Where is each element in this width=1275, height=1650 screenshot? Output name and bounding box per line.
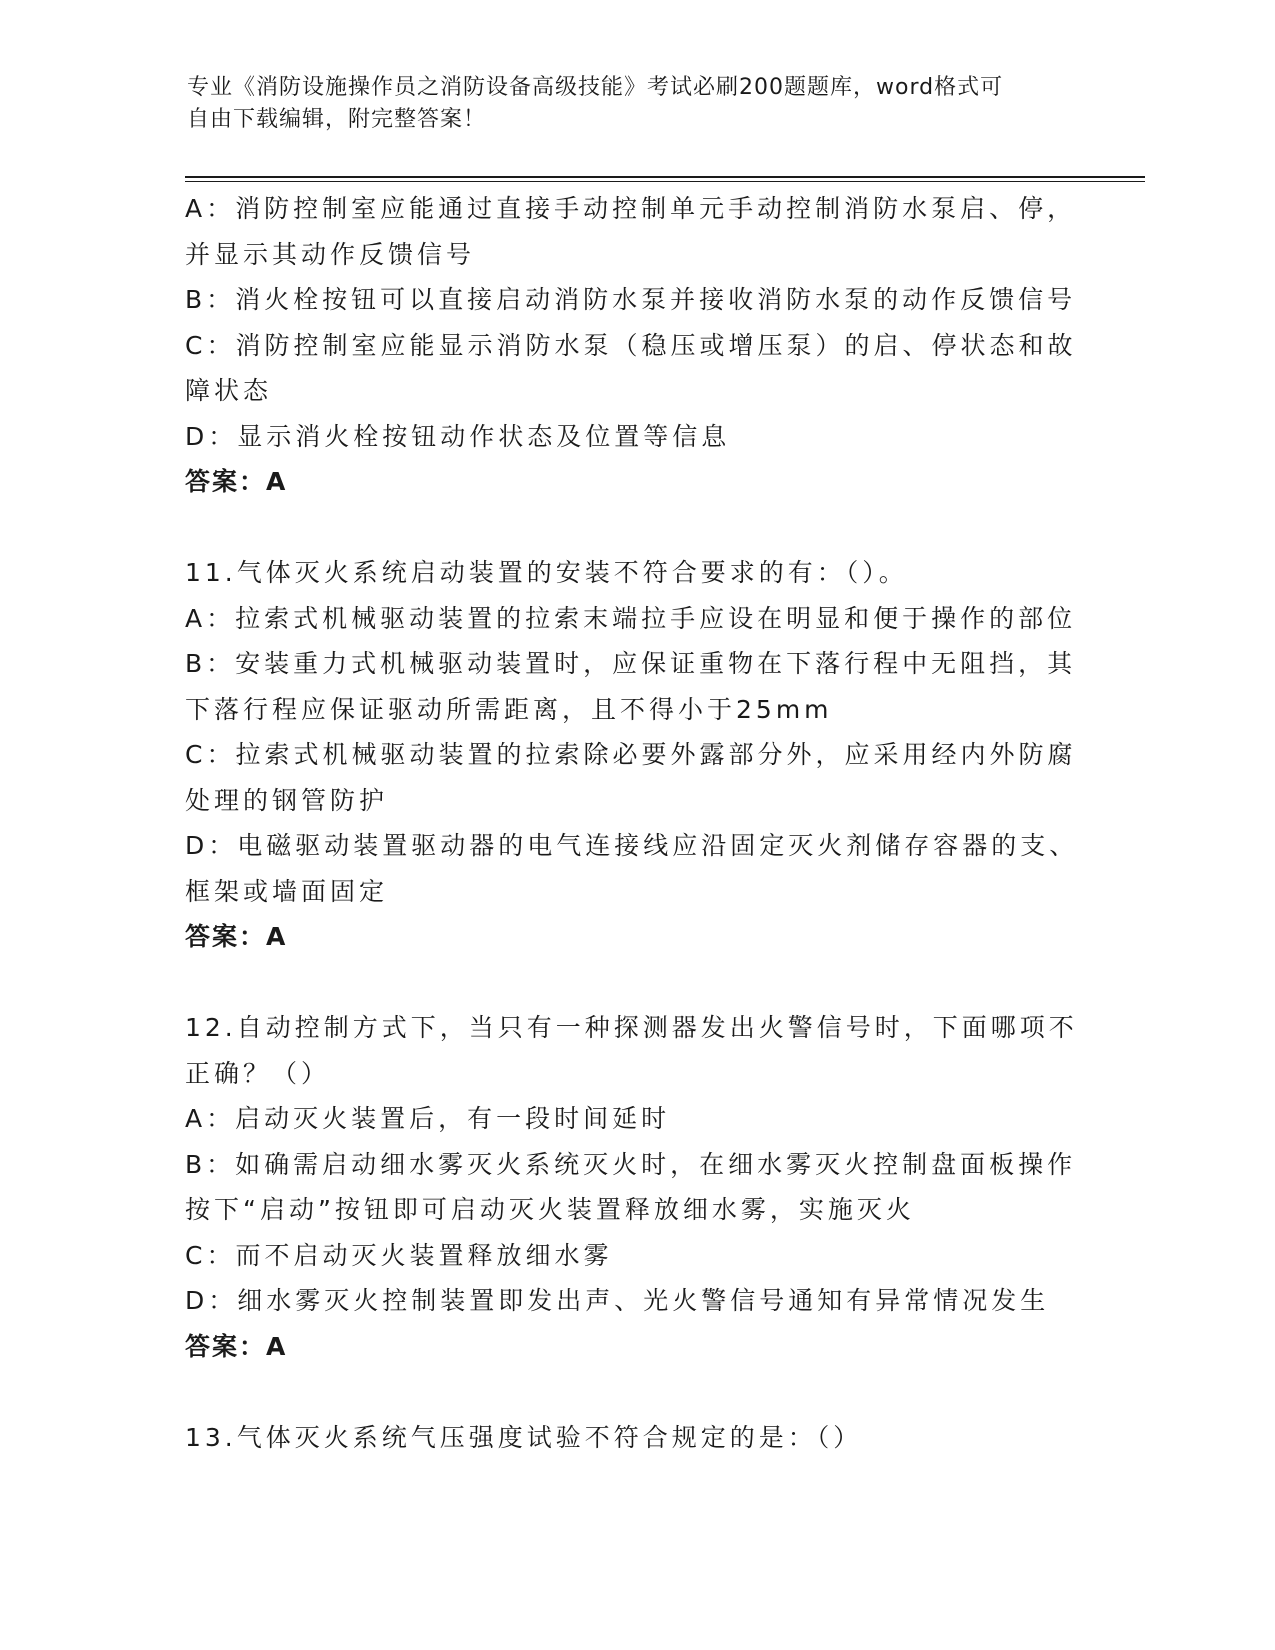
question-11-block: [185, 550, 1085, 960]
option-b-line-2: 下落行程应保证驱动所需距离，且不得小于25mm: [185, 694, 833, 724]
option-c-line-1: C：消防控制室应能显示消防水泵（稳压或增压泵）的启、停状态和故: [185, 330, 1077, 360]
question-13-block: [185, 1415, 1085, 1461]
option-a: A：启动灭火装置后，有一段时间延时: [185, 1104, 671, 1133]
spacer: [185, 960, 1085, 1006]
option-d: D：显示消火栓按钮动作状态及位置等信息: [185, 421, 731, 451]
question-10-block: [185, 186, 1085, 505]
option-b: B：消火栓按钮可以直接启动消防水泵并接收消防水泵的动作反馈信号: [185, 285, 1077, 314]
answer: 答案：A: [185, 1331, 288, 1361]
spacer: [185, 1369, 1085, 1415]
spacer: [185, 505, 1085, 551]
header-rule-thick: [185, 176, 1145, 178]
question-12-block: [185, 1005, 1085, 1369]
option-c-line-2: 障状态: [185, 376, 273, 405]
option-b-line-2: 按下“启动”按钮即可启动灭火装置释放细水雾，实施灭火: [185, 1195, 915, 1224]
option-a-line-1: A：消防控制室应能通过直接手动控制单元手动控制消防水泵启、停，: [185, 194, 1077, 223]
question-text-line-2: 正确？（）: [185, 1058, 331, 1088]
option-b-line-1: B：如确需启动细水雾灭火系统灭火时，在细水雾灭火控制盘面板操作: [185, 1149, 1077, 1179]
header-line-2: 自由下载编辑，附完整答案！: [187, 107, 487, 132]
option-b-line-1: B：安装重力式机械驱动装置时，应保证重物在下落行程中无阻挡，其: [185, 649, 1077, 678]
option-d-line-1: D：电磁驱动装置驱动器的电气连接线应沿固定灭火剂储存容器的支、: [185, 831, 1079, 860]
option-c: C：而不启动灭火装置释放细水雾: [185, 1240, 613, 1270]
header-line-1: 专业《消防设施操作员之消防设备高级技能》考试必刷200题题库，word格式可: [187, 75, 1004, 100]
option-d: D：细水雾灭火控制装置即发出声、光火警信号通知有异常情况发生: [185, 1286, 1050, 1315]
document-header: [187, 72, 1067, 136]
option-c-line-1: C：拉索式机械驱动装置的拉索除必要外露部分外，应采用经内外防腐: [185, 740, 1077, 769]
option-a: A：拉索式机械驱动装置的拉索末端拉手应设在明显和便于操作的部位: [185, 603, 1077, 633]
header-rule-thin: [185, 181, 1145, 182]
answer: 答案：A: [185, 922, 288, 951]
question-text: 11.气体灭火系统启动装置的安装不符合要求的有：（）。: [185, 558, 908, 587]
question-text-line-1: 12.自动控制方式下，当只有一种探测器发出火警信号时，下面哪项不: [185, 1013, 1078, 1042]
option-d-line-2: 框架或墙面固定: [185, 876, 389, 906]
option-a-line-2: 并显示其动作反馈信号: [185, 239, 476, 269]
question-text: 13.气体灭火系统气压强度试验不符合规定的是：（）: [185, 1422, 863, 1452]
option-c-line-2: 处理的钢管防护: [185, 785, 389, 815]
document-body: [185, 186, 1085, 1460]
answer: 答案：A: [185, 467, 288, 496]
